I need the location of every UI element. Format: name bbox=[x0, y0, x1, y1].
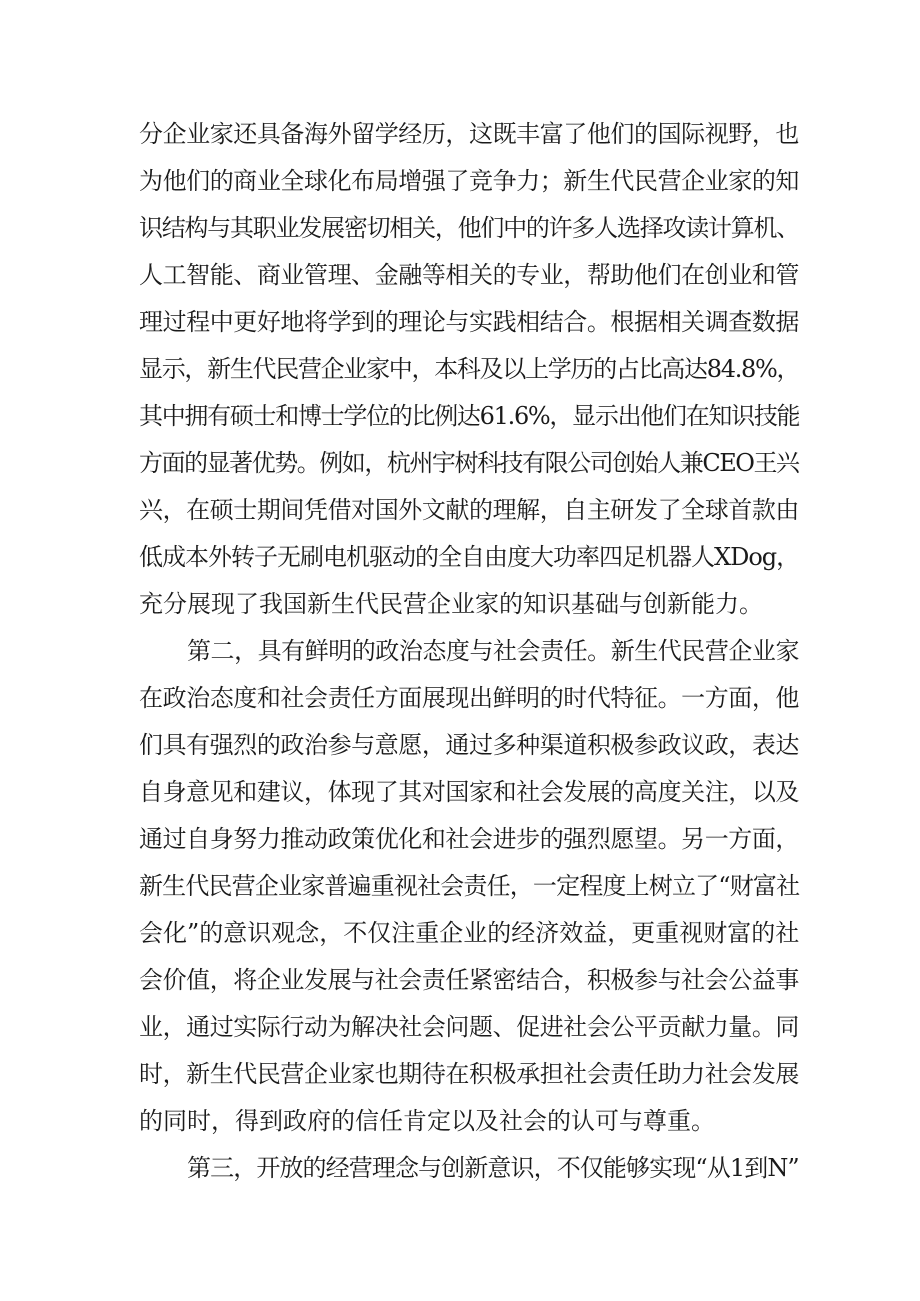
text-line: 分企业家还具备海外留学经历，这既丰富了他们的国际视野，也 bbox=[139, 120, 799, 148]
text-line: 们具有强烈的政治参与意愿，通过多种渠道积极参政议政，表达 bbox=[139, 731, 799, 759]
text-line: 通过自身努力推动政策优化和社会进步的强烈愿望。另一方面， bbox=[139, 825, 799, 853]
text-line: 业，通过实际行动为解决社会问题、促进社会公平贡献力量。同 bbox=[139, 1013, 799, 1041]
text-line: 新生代民营企业家普遍重视社会责任，一定程度上树立了“财富社 bbox=[139, 872, 800, 900]
text-line: 理过程中更好地将学到的理论与实践相结合。根据相关调查数据 bbox=[139, 308, 799, 336]
text-line: 人工智能、商业管理、金融等相关的专业，帮助他们在创业和管 bbox=[139, 261, 799, 289]
text-line: 兴，在硕士期间凭借对国外文献的理解，自主研发了全球首款由 bbox=[139, 496, 799, 524]
text-line: 会化”的意识观念，不仅注重企业的经济效益，更重视财富的社 bbox=[139, 919, 800, 947]
paragraph-start-line: 第二，具有鲜明的政治态度与社会责任。新生代民营企业家 bbox=[187, 637, 799, 665]
text-line: 在政治态度和社会责任方面展现出鲜明的时代特征。一方面，他 bbox=[139, 684, 799, 712]
paragraph-start-line: 第三，开放的经营理念与创新意识，不仅能够实现“从1到N” bbox=[187, 1154, 799, 1182]
text-line: 其中拥有硕士和博士学位的比例达61.6%，显示出他们在知识技能 bbox=[139, 402, 800, 430]
text-line: 时，新生代民营企业家也期待在积极承担社会责任助力社会发展 bbox=[139, 1060, 799, 1088]
text-line: 方面的显著优势。例如，杭州宇树科技有限公司创始人兼CEO王兴 bbox=[139, 449, 799, 477]
text-line: 为他们的商业全球化布局增强了竞争力；新生代民营企业家的知 bbox=[139, 167, 799, 195]
text-line: 充分展现了我国新生代民营企业家的知识基础与创新能力。 bbox=[139, 590, 763, 618]
text-line: 识结构与其职业发展密切相关，他们中的许多人选择攻读计算机、 bbox=[139, 214, 799, 242]
text-line: 的同时，得到政府的信任肯定以及社会的认可与尊重。 bbox=[139, 1107, 715, 1135]
text-line: 低成本外转子无刷电机驱动的全自由度大功率四足机器人XDog， bbox=[139, 543, 800, 571]
text-line: 自身意见和建议，体现了其对国家和社会发展的高度关注，以及 bbox=[139, 778, 799, 806]
text-line: 显示，新生代民营企业家中，本科及以上学历的占比高达84.8%， bbox=[139, 355, 800, 383]
text-line: 会价值，将企业发展与社会责任紧密结合，积极参与社会公益事 bbox=[139, 966, 799, 994]
